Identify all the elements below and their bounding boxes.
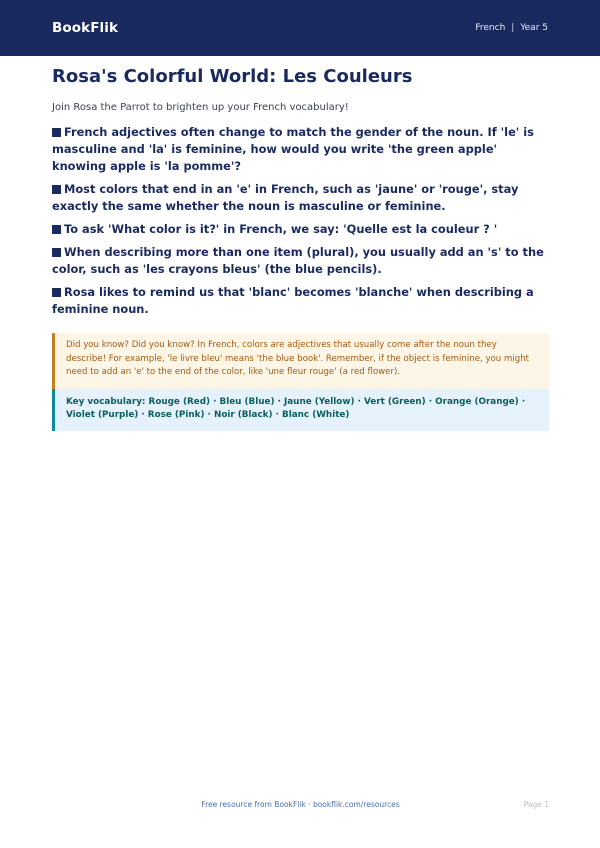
fact-item — [52, 181, 549, 215]
fact-list — [52, 124, 549, 318]
page-number: Page 1 — [523, 800, 549, 809]
header-meta — [475, 23, 548, 33]
square-bullet-icon — [52, 128, 61, 137]
intro-text: Join Rosa the Parrot to brighten up your French vocabulary! — [52, 102, 349, 113]
fact-item — [52, 124, 549, 175]
subject-label: French — [475, 23, 506, 33]
level-label: Year 5 — [520, 23, 548, 33]
page-title: Rosa's Colorful World: Les Couleurs — [52, 66, 413, 87]
did-you-know-callout: Did you know? Did you know? In French, colors are adjectives that usually come after the noun they describe! For example, 'le livre bleu' means 'the blue book'. Remember, if the object is feminine, you might need to add an 'e' to the end of the color, like 'une fleur rouge' (a red flower). — [52, 333, 549, 389]
fact-text: To ask 'What color is it?' in French, we say: 'Quelle est la couleur ? ' — [64, 222, 498, 236]
fact-text: French adjectives often change to match the gender of the noun. If 'le' is masculine and 'la' is feminine, how would you write 'the green apple' knowing apple is 'la pomme'? — [52, 125, 534, 173]
footer-credit-link[interactable]: Free resource from BookFlik · bookflik.com/resources — [201, 800, 400, 809]
meta-separator: | — [511, 23, 515, 33]
fact-text: When describing more than one item (plural), you usually add an 's' to the color, such as 'les crayons bleus' (the blue pencils). — [52, 245, 544, 276]
square-bullet-icon — [52, 288, 61, 297]
fact-item — [52, 284, 549, 318]
fact-item — [52, 244, 549, 278]
brand-logo[interactable]: BookFlik — [52, 20, 119, 36]
key-vocabulary-box — [52, 389, 549, 431]
main-content — [52, 64, 549, 431]
square-bullet-icon — [52, 185, 61, 194]
fact-text: Rosa likes to remind us that 'blanc' becomes 'blanche' when describing a feminine noun. — [52, 285, 534, 316]
fact-item — [52, 221, 549, 238]
fact-text: Most colors that end in an 'e' in French, such as 'jaune' or 'rouge', stay exactly the same whether the noun is masculine or feminine. — [52, 182, 519, 213]
page-header — [0, 0, 600, 56]
square-bullet-icon — [52, 248, 61, 257]
page-footer — [52, 800, 549, 814]
square-bullet-icon — [52, 225, 61, 234]
vocab-label: Key vocabulary: — [66, 396, 146, 407]
vocab-items: Rouge (Red) · Bleu (Blue) · Jaune (Yellow) · Vert (Green) · Orange (Orange) · Violet (Purple) · Rose (Pink) · Noir (Black) · Blanc (White) — [66, 396, 526, 420]
